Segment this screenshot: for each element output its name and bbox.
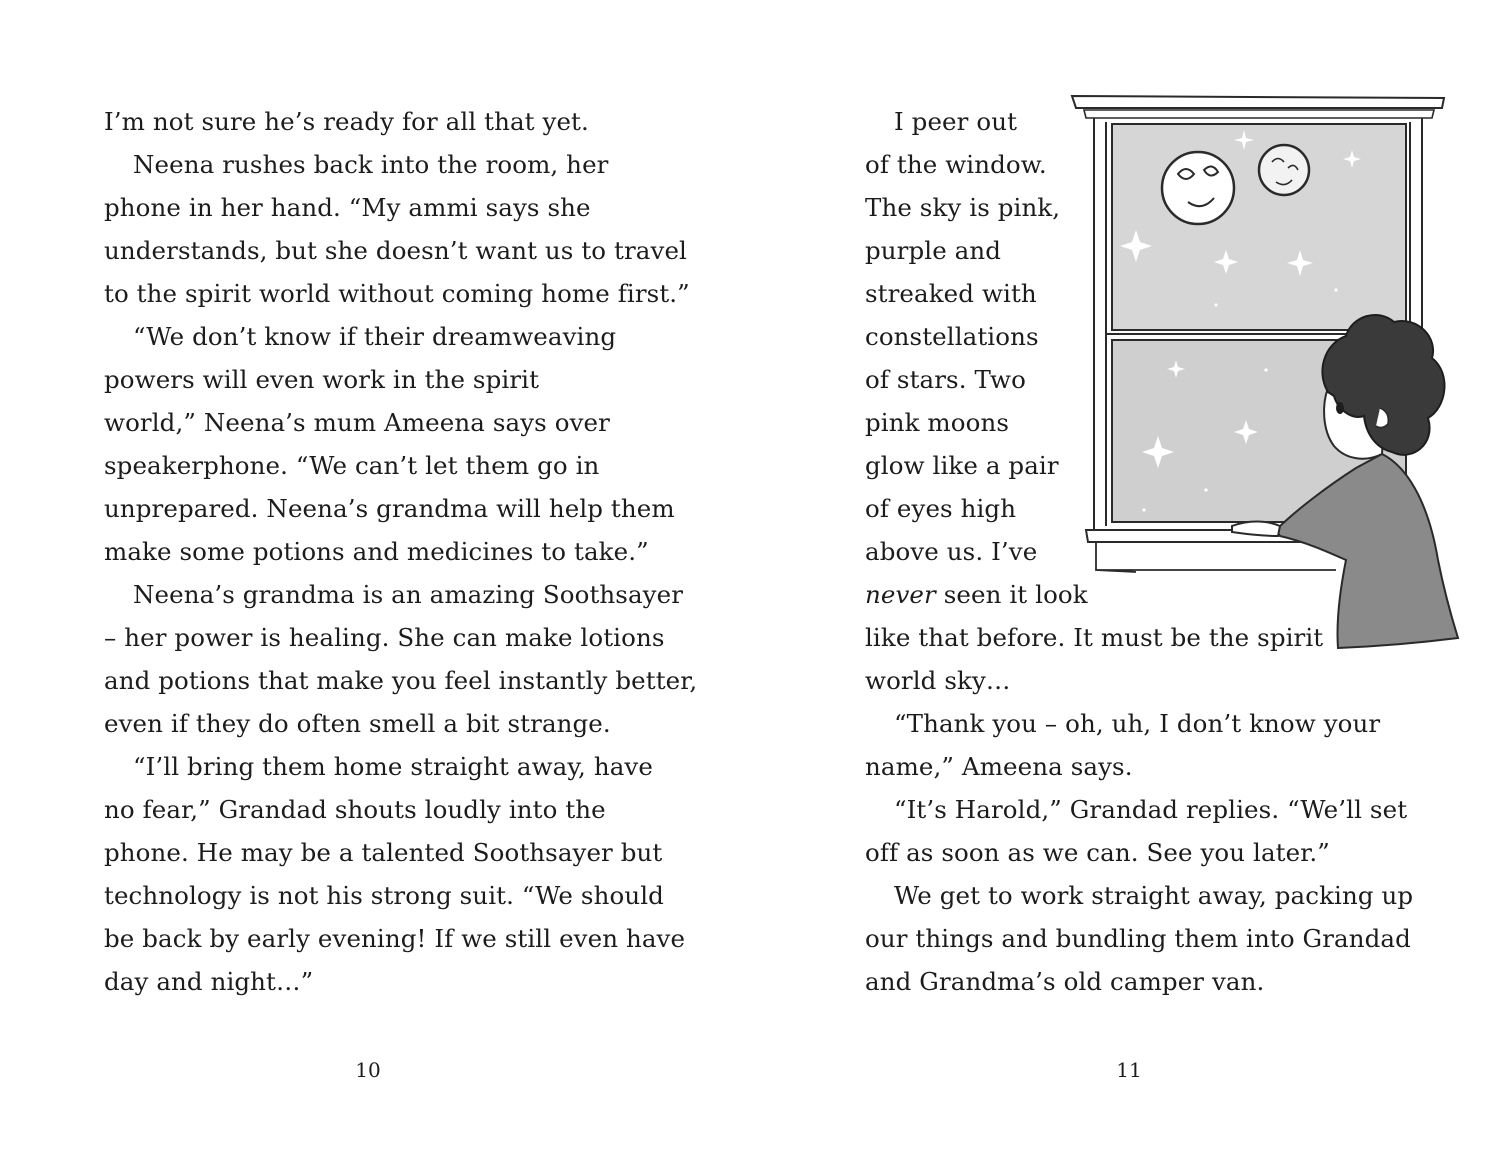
text-line: understands, but she doesn’t want us to travel <box>104 236 687 265</box>
text-line: and potions that make you feel instantly better, <box>104 666 698 695</box>
text-line: phone in her hand. “My ammi says she <box>104 193 591 222</box>
text-line: purple and <box>865 236 1002 265</box>
text-line: make some potions and medicines to take.” <box>104 537 649 566</box>
window-top-moulding <box>1072 96 1444 108</box>
text-line: above us. I’ve <box>865 537 1038 566</box>
text-line: be back by early evening! If we still even have <box>104 924 686 953</box>
text-line: powers will even work in the spirit <box>104 365 540 394</box>
text-line: glow like a pair <box>865 451 1059 480</box>
window-sill-apron <box>1096 542 1336 572</box>
text-line: We get to work straight away, packing up <box>894 881 1414 910</box>
text-line: “We don’t know if their dreamweaving <box>133 322 617 351</box>
text-line: of stars. Two <box>865 365 1026 394</box>
boy-eye <box>1336 402 1344 414</box>
boy-hand <box>1232 522 1280 537</box>
window-illustration <box>1066 90 1466 660</box>
text-line: day and night…” <box>104 967 314 996</box>
text-line: “I’ll bring them home straight away, have <box>133 752 653 781</box>
page-number: 11 <box>1116 1058 1142 1082</box>
text-line: I peer out <box>894 107 1018 136</box>
page-number: 10 <box>355 1058 381 1082</box>
moon-left <box>1162 152 1234 224</box>
text-line: no fear,” Grandad shouts loudly into the <box>104 795 606 824</box>
text-line <box>865 573 1088 616</box>
text-line: pink moons <box>865 408 1010 437</box>
text-line: and Grandma’s old camper van. <box>865 967 1265 996</box>
text-line: like that before. It must be the spirit <box>865 623 1324 652</box>
text-line: to the spirit world without coming home first.” <box>104 279 690 308</box>
text-line: I’m not sure he’s ready for all that yet. <box>104 107 589 136</box>
text-line-rest: seen it look <box>935 580 1088 609</box>
text-line: – her power is healing. She can make lotions <box>104 623 665 652</box>
text-line: of eyes high <box>865 494 1017 523</box>
text-line: “Thank you – oh, uh, I don’t know your <box>894 709 1381 738</box>
text-line: constellations <box>865 322 1039 351</box>
emphasis-word: never <box>865 580 936 609</box>
moon-right <box>1259 145 1309 195</box>
text-line: world,” Neena’s mum Ameena says over <box>104 408 610 437</box>
text-line: of the window. <box>865 150 1047 179</box>
text-line: The sky is pink, <box>865 193 1061 222</box>
text-line: technology is not his strong suit. “We should <box>104 881 664 910</box>
text-line: off as soon as we can. See you later.” <box>865 838 1330 867</box>
text-line: Neena’s grandma is an amazing Soothsayer <box>133 580 684 609</box>
window-frame-right <box>1410 118 1422 340</box>
text-line: “It’s Harold,” Grandad replies. “We’ll set <box>894 795 1408 824</box>
window-frame-left <box>1094 118 1106 530</box>
text-line: even if they do often smell a bit strange. <box>104 709 611 738</box>
window-upper-pane <box>1112 124 1406 330</box>
text-line: speakerphone. “We can’t let them go in <box>104 451 600 480</box>
window-top-trim <box>1084 110 1434 118</box>
text-line: our things and bundling them into Grandad <box>865 924 1411 953</box>
text-line: streaked with <box>865 279 1037 308</box>
text-line: world sky… <box>865 666 1011 695</box>
text-line: Neena rushes back into the room, her <box>133 150 609 179</box>
text-line: phone. He may be a talented Soothsayer but <box>104 838 663 867</box>
text-line: name,” Ameena says. <box>865 752 1133 781</box>
text-line: unprepared. Neena’s grandma will help them <box>104 494 675 523</box>
